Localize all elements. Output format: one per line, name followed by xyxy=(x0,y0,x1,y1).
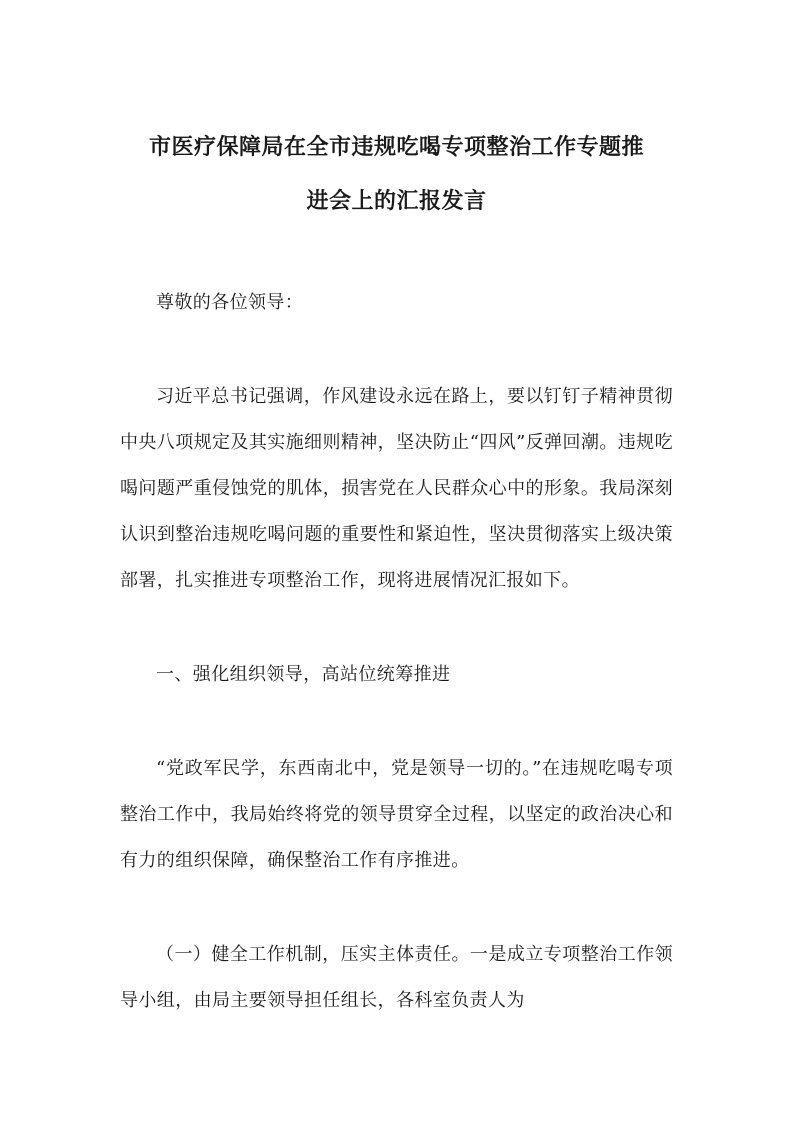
section-heading-1: 一、强化组织领导，高站位统筹推进 xyxy=(156,664,451,685)
document-body xyxy=(120,280,673,1072)
section-1-paragraph: “党政军民学，东西南北中，党是领导一切的。”在违规吃喝专项整治工作中，我局始终将党的领导贯穿全过程，以坚定的政治决心和有力的组织保障，确保整治工作有序推进。 xyxy=(120,758,673,871)
document-title xyxy=(120,120,673,228)
subsection-1-paragraph: （一）健全工作机制，压实主体责任。一是成立专项整治工作领导小组，由局主要领导担任组长，各科室负责人为 xyxy=(120,944,673,1011)
title-line-1: 市医疗保障局在全市违规吃喝专项整治工作专题推 xyxy=(148,134,644,160)
title-line-2: 进会上的汇报发言 xyxy=(306,188,487,214)
intro-paragraph: 习近平总书记强调，作风建设永远在路上，要以钉钉子精神贯彻中央八项规定及其实施细则精神，坚决防止“四风”反弹回潮。违规吃喝问题严重侵蚀党的肌体，损害党在人民群众心中的形象。我局深刻认识到整治违规吃喝问题的重要性和紧迫性，坚决贯彻落实上级决策部署，扎实推进专项整治工作，现将进展情况汇报如下。 xyxy=(120,386,673,591)
salutation: 尊敬的各位领导： xyxy=(156,292,304,313)
